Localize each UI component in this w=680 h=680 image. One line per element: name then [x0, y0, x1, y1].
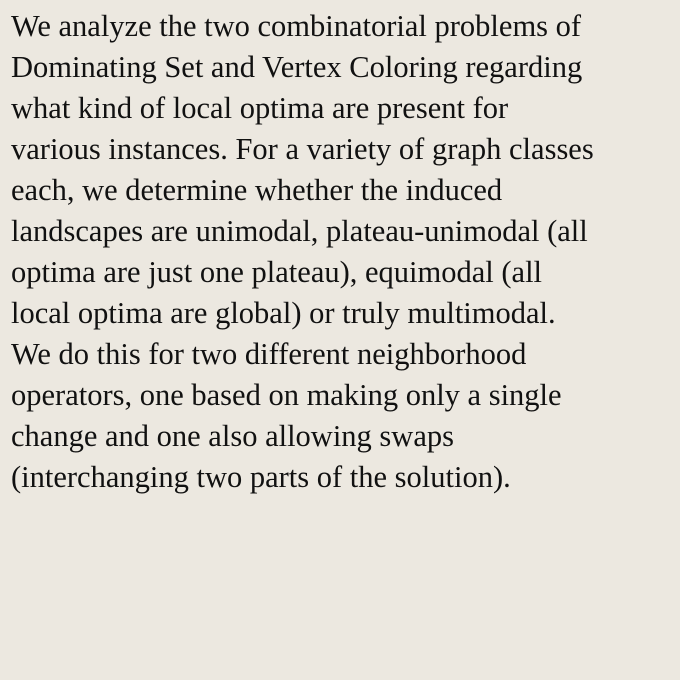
text-line: We analyze the two combinatorial problems of — [11, 9, 582, 43]
text-line: optima are just one plateau), equimodal (all — [11, 255, 543, 289]
text-line: (interchanging two parts of the solution). — [11, 460, 511, 494]
text-line: change and one also allowing swaps — [11, 419, 454, 453]
text-line: We do this for two different neighborhood — [11, 337, 527, 371]
text-line: landscapes are unimodal, plateau-unimodal (all — [11, 214, 588, 248]
text-line: various instances. For a variety of graph classes — [11, 132, 594, 166]
text-line: operators, one based on making only a single — [11, 378, 562, 412]
text-line: what kind of local optima are present for — [11, 91, 509, 125]
text-line: each, we determine whether the induced — [11, 173, 503, 207]
text-line: local optima are global) or truly multimodal. — [11, 296, 556, 330]
abstract-paragraph — [11, 6, 679, 498]
text-line: Dominating Set and Vertex Coloring regarding — [11, 50, 583, 84]
